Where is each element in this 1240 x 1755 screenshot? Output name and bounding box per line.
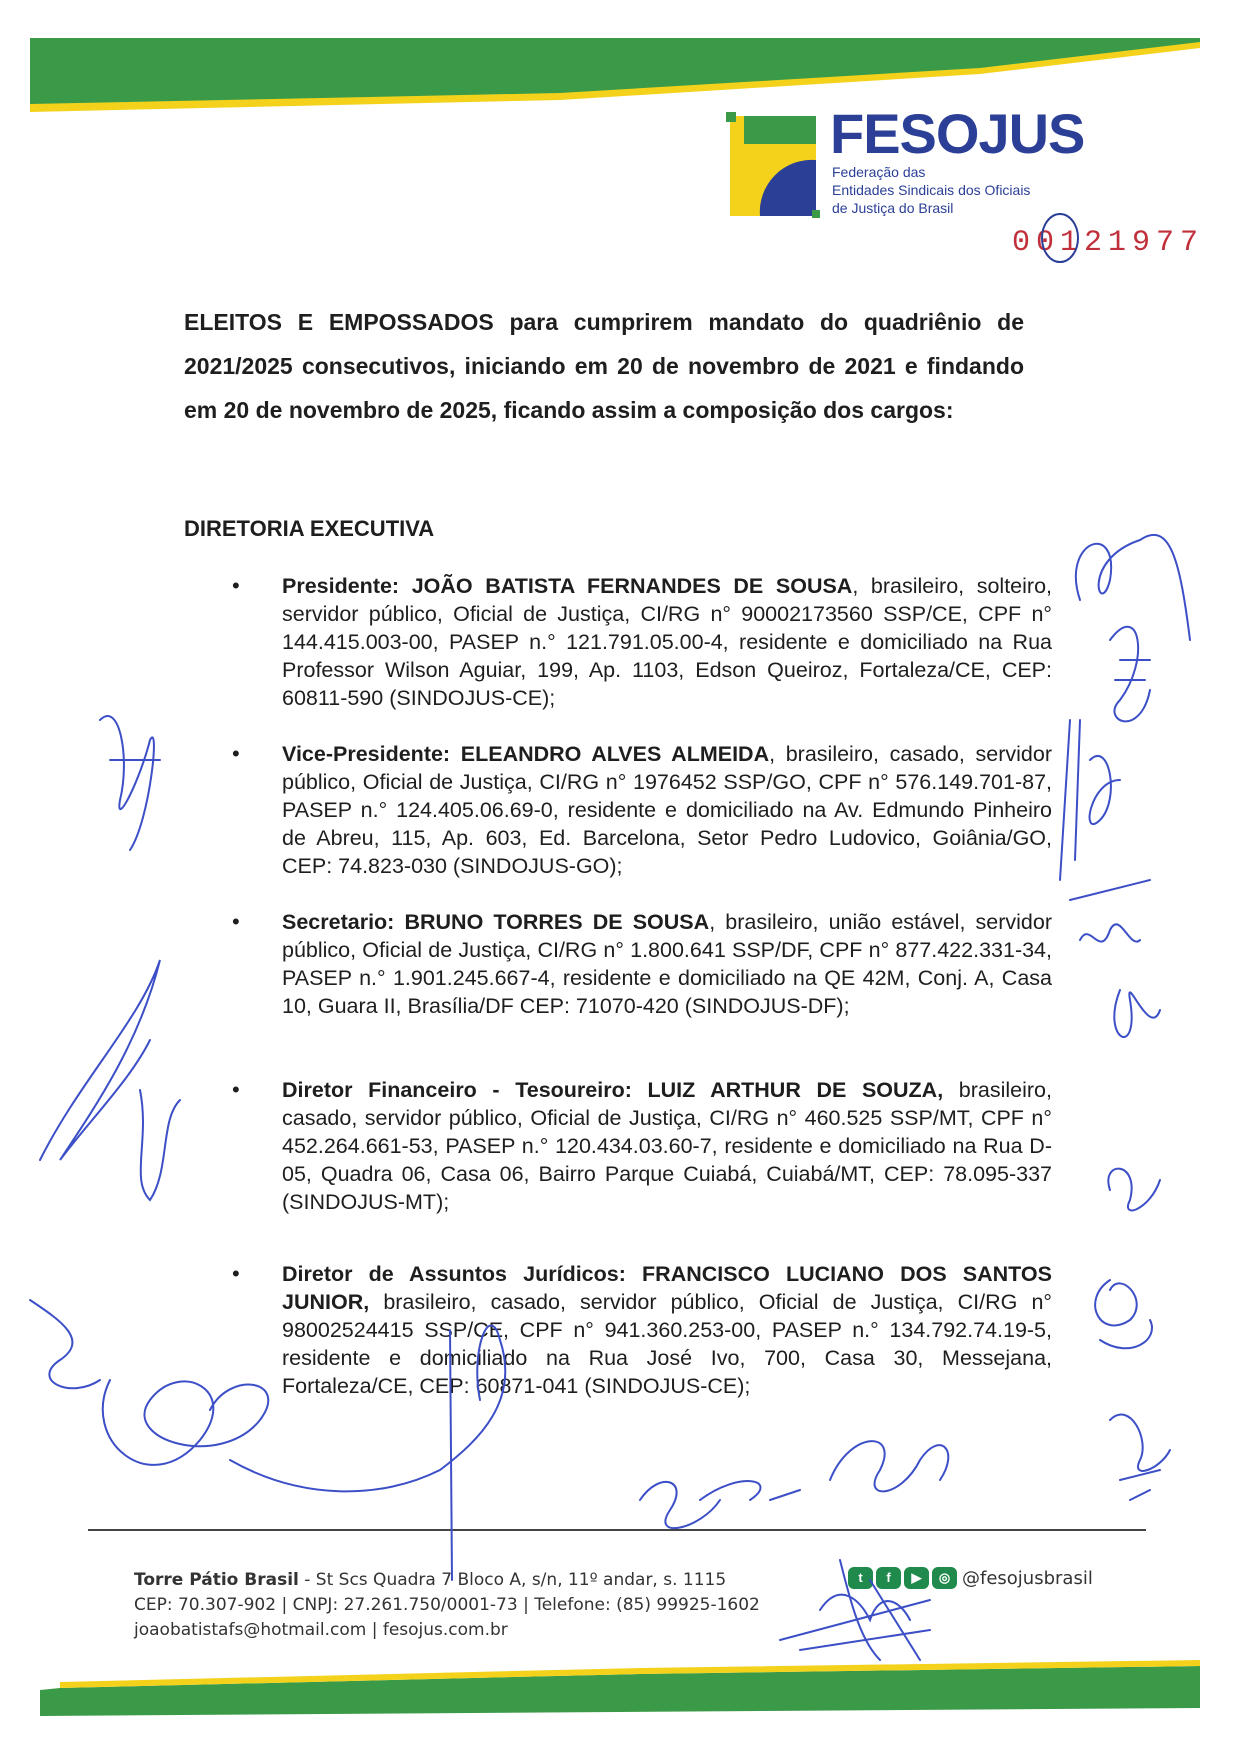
officer-role: Secretario: bbox=[282, 910, 395, 934]
officer-entry-president bbox=[232, 572, 1053, 712]
officer-entry-legal-director bbox=[232, 1260, 1052, 1400]
protocol-number-stamp: 00121977 bbox=[1012, 226, 1205, 260]
logo-subtitle-line-3: de Justiça do Brasil bbox=[832, 200, 954, 216]
facebook-icon[interactable]: f bbox=[876, 1567, 901, 1589]
intro-paragraph: ELEITOS E EMPOSSADOS para cumprirem mandato do quadriênio de 2021/2025 consecutivos, iniciando em 20 de novembro de 2021 e findando em 20 de novembro de 2025, ficando assim a composição dos cargos: bbox=[184, 309, 1024, 423]
officer-details: , brasileiro, casado, servidor público, Oficial de Justiça, CI/RG n° 1976452 SSP/GO, CPF n° 576.149.701-87, PASEP n.° 124.405.06.69-0, residente e domiciliado na Av. Edmundo Pinheiro de Abreu, 115, Ap. 603, Ed. Barcelona, Setor Pedro Ludovico, Goiânia/GO, CEP: 74.823-030 (SINDOJUS-GO); bbox=[282, 742, 1052, 878]
officer-name: ELEANDRO ALVES ALMEIDA bbox=[460, 742, 770, 766]
bullet-icon: • bbox=[232, 741, 240, 766]
footer-address: - St Scs Quadra 7 Bloco A, s/n, 11º andar, s. 1115 bbox=[298, 1570, 727, 1590]
instagram-icon[interactable]: ◎ bbox=[932, 1567, 957, 1589]
footer-address-line bbox=[134, 1568, 760, 1593]
twitter-icon[interactable]: t bbox=[848, 1567, 873, 1589]
footer-divider bbox=[88, 1529, 1146, 1531]
officer-details: , brasileiro, união estável, servidor público, Oficial de Justiça, CI/RG n° 1.800.641 SSP/DF, CPF n° 877.422.331-34, PASEP n.° 1.901.245.667-4, residente e domiciliado na QE 42M, Conj. A, Casa 10, Guara II, Brasília/DF CEP: 71070-420 (SINDOJUS-DF); bbox=[282, 910, 1052, 1018]
footer-registration-line: CEP: 70.307-902 | CNPJ: 27.261.750/0001-73 | Telefone: (85) 99925-1602 bbox=[134, 1595, 760, 1615]
officer-details: brasileiro, casado, servidor público, Oficial de Justiça, CI/RG n° 98002524415 SSP/CE, CPF n° 941.360.253-00, PASEP n.° 134.792.74.19-5, residente e domiciliado na Rua José Ivo, 700, Casa 30, Messejana, Fortaleza/CE, CEP: 60871-041 (SINDOJUS-CE); bbox=[282, 1290, 1052, 1398]
officer-entry-vice-president bbox=[232, 740, 1052, 880]
officer-role: Presidente: bbox=[282, 574, 400, 598]
logo-name: FESOJUS bbox=[830, 102, 1085, 165]
bullet-icon: • bbox=[232, 909, 240, 934]
footer-web-line: joaobatistafs@hotmail.com | fesojus.com.br bbox=[134, 1620, 508, 1640]
logo-subtitle-line-1: Federação das bbox=[832, 164, 926, 180]
logo-subtitle-line-2: Entidades Sindicais dos Oficiais bbox=[832, 182, 1031, 198]
social-handle[interactable]: @fesojusbrasil bbox=[962, 1567, 1093, 1589]
officer-role: Diretor Financeiro - Tesoureiro: bbox=[282, 1078, 632, 1102]
section-title: DIRETORIA EXECUTIVA bbox=[184, 516, 435, 541]
top-color-band bbox=[0, 0, 1240, 115]
officer-name: JOÃO BATISTA FERNANDES DE SOUSA bbox=[411, 574, 853, 598]
officer-details: , brasileiro, solteiro, servidor público, Oficial de Justiça, CI/RG n° 90002173560 SSP/CE, CPF n° 144.415.003-00, PASEP n.° 121.791.05.00-4, residente e domiciliado na Rua Professor Wilson Aguiar, 199, Ap. 1103, Edson Queiroz, Fortaleza/CE, CEP: 60811-590 (SINDOJUS-CE); bbox=[282, 574, 1053, 710]
officer-name: BRUNO TORRES DE SOUSA bbox=[404, 910, 710, 934]
social-links bbox=[848, 1567, 1093, 1593]
fesojus-logo bbox=[712, 102, 1112, 226]
officer-entry-treasurer bbox=[232, 1076, 1052, 1216]
bullet-icon: • bbox=[232, 573, 240, 598]
officer-role: Vice-Presidente: bbox=[282, 742, 451, 766]
youtube-icon[interactable]: ▶ bbox=[904, 1567, 929, 1589]
officer-role: Diretor de Assuntos Jurídicos: bbox=[282, 1262, 626, 1286]
bullet-icon: • bbox=[232, 1261, 240, 1286]
logo-mark-icon bbox=[722, 112, 822, 222]
footer-building: Torre Pátio Brasil bbox=[134, 1570, 299, 1590]
footer-contact bbox=[134, 1568, 760, 1643]
officer-entry-secretary bbox=[232, 908, 1052, 1020]
bullet-icon: • bbox=[232, 1077, 240, 1102]
officer-name: LUIZ ARTHUR DE SOUZA, bbox=[647, 1078, 944, 1102]
bottom-color-band bbox=[0, 1660, 1240, 1720]
officer-name: FRANCISCO LUCIANO DOS SANTOS JUNIOR, bbox=[282, 1262, 1052, 1314]
officer-details: brasileiro, casado, servidor público, Oficial de Justiça, CI/RG n° 460.525 SSP/MT, CPF n° 452.264.661-53, PASEP n.° 120.434.03.60-7, residente e domiciliado na Rua D-05, Quadra 06, Casa 06, Bairro Parque Cuiabá, Cuiabá/MT, CEP: 78.095-337 (SINDOJUS-MT); bbox=[282, 1078, 1052, 1214]
